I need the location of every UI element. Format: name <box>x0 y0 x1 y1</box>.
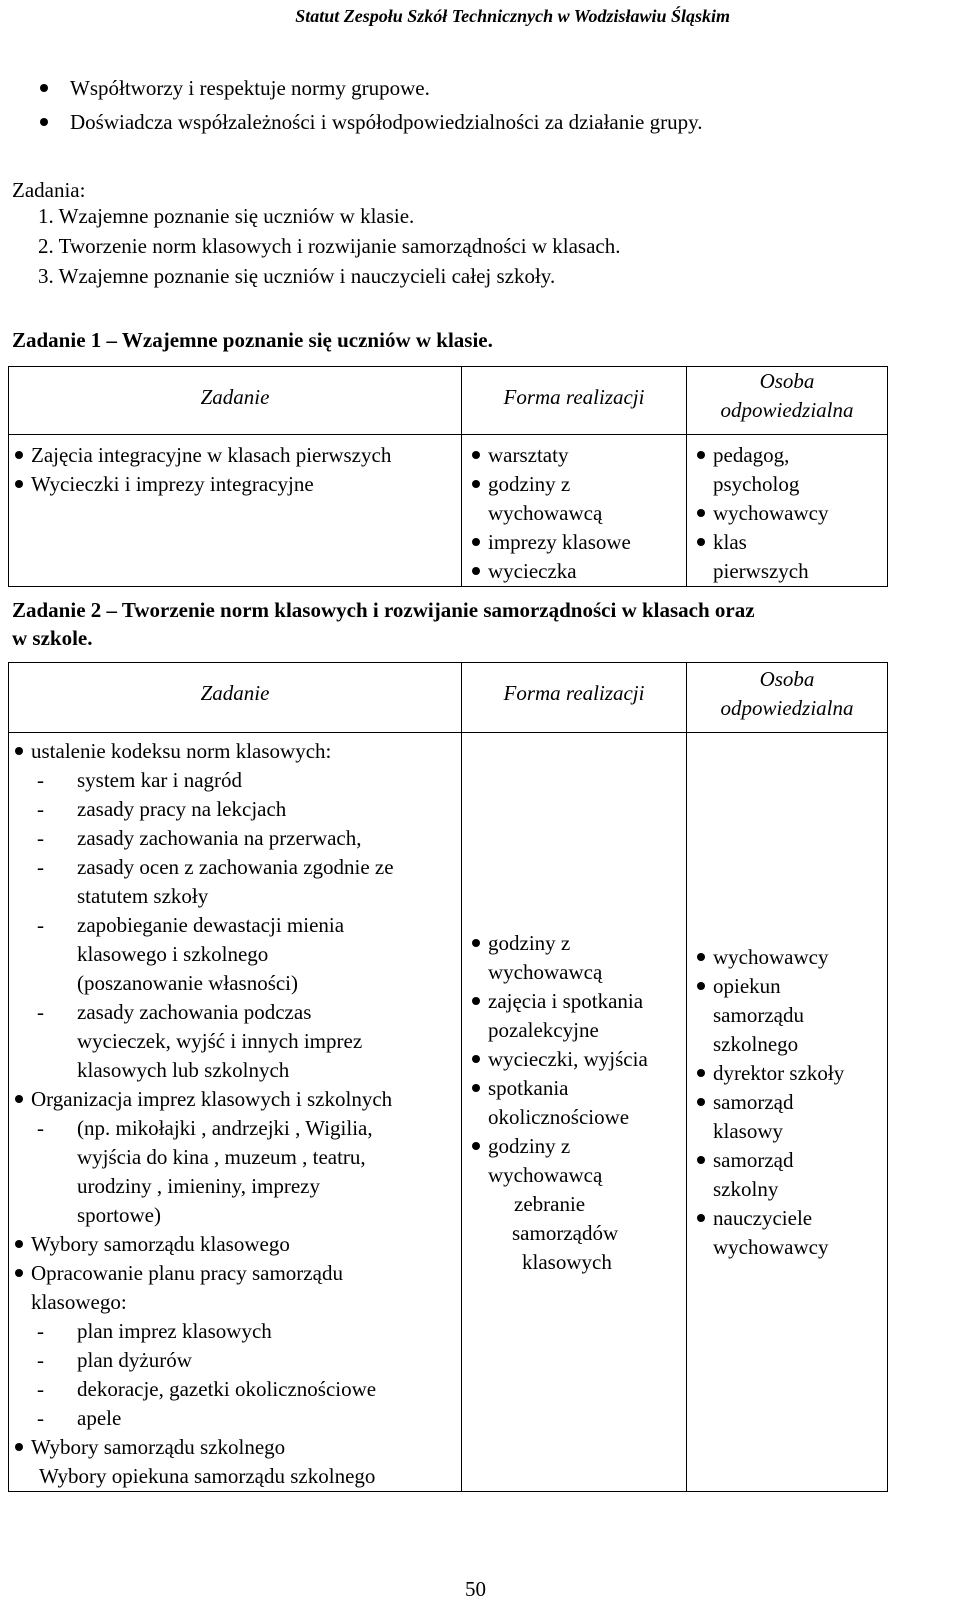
section2-heading-line1: Zadanie 2 – Tworzenie norm klasowych i rozwijanie samorządności w klasach oraz <box>12 598 755 622</box>
dash-item: - apele <box>9 1404 461 1433</box>
list-item-cont: szkolny <box>713 1177 779 1201</box>
list-item: samorząd <box>691 1146 887 1175</box>
list-item-cont: klasowy <box>713 1119 783 1143</box>
list-item: Wycieczki i imprezy integracyjne <box>9 470 461 499</box>
dash-item: - zasady ocen z zachowania zgodnie ze <box>9 853 461 882</box>
list-item-cont: wychowawcy <box>713 1235 829 1259</box>
section2-osoba-cell <box>687 733 888 1492</box>
list-item: godziny z <box>466 1132 686 1161</box>
list-item: nauczyciele <box>691 1204 887 1233</box>
list-item: klas <box>691 528 887 557</box>
text-line: zebranie <box>514 1192 586 1216</box>
dash-item-cont: klasowych lub szkolnych <box>77 1058 290 1082</box>
intro-bullet: Współtworzy i respektuje normy grupowe. <box>40 74 430 103</box>
col-header-forma: Forma realizacji <box>462 663 687 733</box>
dash-item: - dekoracje, gazetki okolicznościowe <box>9 1375 461 1404</box>
task-item: 1. Wzajemne poznanie się uczniów w klasie. <box>38 204 415 228</box>
dash-item: - zasady pracy na lekcjach <box>9 795 461 824</box>
task-item: 2. Tworzenie norm klasowych i rozwijanie samorządności w klasach. <box>38 234 621 258</box>
dash-item-cont: wycieczek, wyjść i innych imprez <box>77 1029 363 1053</box>
list-item-cont: okolicznościowe <box>488 1105 630 1129</box>
dash-item: - zasady zachowania na przerwach, <box>9 824 461 853</box>
text-line: klasowych <box>522 1250 612 1274</box>
dash-item-cont: wyjścia do kina , muzeum , teatru, <box>77 1145 366 1169</box>
section1-table <box>8 366 888 587</box>
col-header-zadanie: Zadanie <box>9 367 462 435</box>
col-header-osoba: Osoba odpowiedzialna <box>687 663 888 733</box>
list-item-cont: samorządu <box>713 1003 804 1027</box>
dash-item-cont: sportowe) <box>77 1203 161 1227</box>
list-item: pedagog, <box>691 441 887 470</box>
dash-item-cont: (poszanowanie własności) <box>77 971 299 995</box>
list-item: zajęcia i spotkania <box>466 987 686 1016</box>
list-item: Zajęcia integracyjne w klasach pierwszych <box>9 441 461 470</box>
list-item: Wybory samorządu szkolnego <box>9 1433 461 1462</box>
dash-item: - zasady zachowania podczas <box>9 998 461 1027</box>
dash-item: - system kar i nagród <box>9 766 461 795</box>
list-item: godziny z <box>466 929 686 958</box>
task-item: 3. Wzajemne poznanie się uczniów i nauczycieli całej szkoły. <box>38 264 556 288</box>
list-item: ustalenie kodeksu norm klasowych: <box>9 737 461 766</box>
col-header-forma: Forma realizacji <box>462 367 687 435</box>
list-item-cont: wychowawcą <box>488 960 603 984</box>
section2-table <box>8 662 888 1492</box>
list-item-cont: klasowego: <box>31 1290 127 1314</box>
page-header: Statut Zespołu Szkół Technicznych w Wodzisławiu Śląskim <box>295 6 730 26</box>
page-number: 50 <box>465 1577 486 1601</box>
list-item: wycieczka <box>466 557 686 586</box>
intro-bullet: Doświadcza współzależności i współodpowiedzialności za działanie grupy. <box>40 108 703 137</box>
dash-item-cont: urodziny , imieniny, imprezy <box>77 1174 320 1198</box>
list-item: Wybory samorządu klasowego <box>9 1230 461 1259</box>
text-line: samorządów <box>512 1221 619 1245</box>
dash-item: - (np. mikołajki , andrzejki , Wigilia, <box>9 1114 461 1143</box>
list-item: dyrektor szkoły <box>691 1059 887 1088</box>
list-item: wychowawcy <box>691 943 887 972</box>
list-item-cont: pierwszych <box>713 559 809 583</box>
dash-item: - plan imprez klasowych <box>9 1317 461 1346</box>
col-header-zadanie: Zadanie <box>9 663 462 733</box>
list-item: warsztaty <box>466 441 686 470</box>
list-item: opiekun <box>691 972 887 1001</box>
list-item-cont: pozalekcyjne <box>488 1018 599 1042</box>
list-item-cont: Wybory opiekuna samorządu szkolnego <box>39 1464 376 1488</box>
tasks-heading: Zadania: <box>12 178 86 202</box>
dash-item-cont: klasowego i szkolnego <box>77 942 269 966</box>
list-item: imprezy klasowe <box>466 528 686 557</box>
list-item: spotkania <box>466 1074 686 1103</box>
section2-heading-line2: w szkole. <box>12 626 93 650</box>
list-item: godziny z <box>466 470 686 499</box>
section1-osoba-cell <box>687 435 888 587</box>
dash-item: - plan dyżurów <box>9 1346 461 1375</box>
dash-item-cont: statutem szkoły <box>77 884 209 908</box>
section2-forma-cell <box>462 733 687 1492</box>
section1-forma-cell <box>462 435 687 587</box>
list-item-cont: psycholog <box>713 472 800 496</box>
list-item: samorząd <box>691 1088 887 1117</box>
list-item: wychowawcy <box>691 499 887 528</box>
dash-item: - zapobieganie dewastacji mienia <box>9 911 461 940</box>
list-item: Opracowanie planu pracy samorządu <box>9 1259 461 1288</box>
section2-zadanie-cell <box>9 733 462 1492</box>
section1-heading: Zadanie 1 – Wzajemne poznanie się uczniów w klasie. <box>12 328 493 352</box>
section1-zadanie-cell <box>9 435 462 587</box>
list-item-cont: szkolnego <box>713 1032 799 1056</box>
col-header-osoba: Osoba odpowiedzialna <box>687 367 888 435</box>
list-item-cont: wychowawcą <box>488 501 603 525</box>
list-item: wycieczki, wyjścia <box>466 1045 686 1074</box>
list-item: Organizacja imprez klasowych i szkolnych <box>9 1085 461 1114</box>
list-item-cont: wychowawcą <box>488 1163 603 1187</box>
